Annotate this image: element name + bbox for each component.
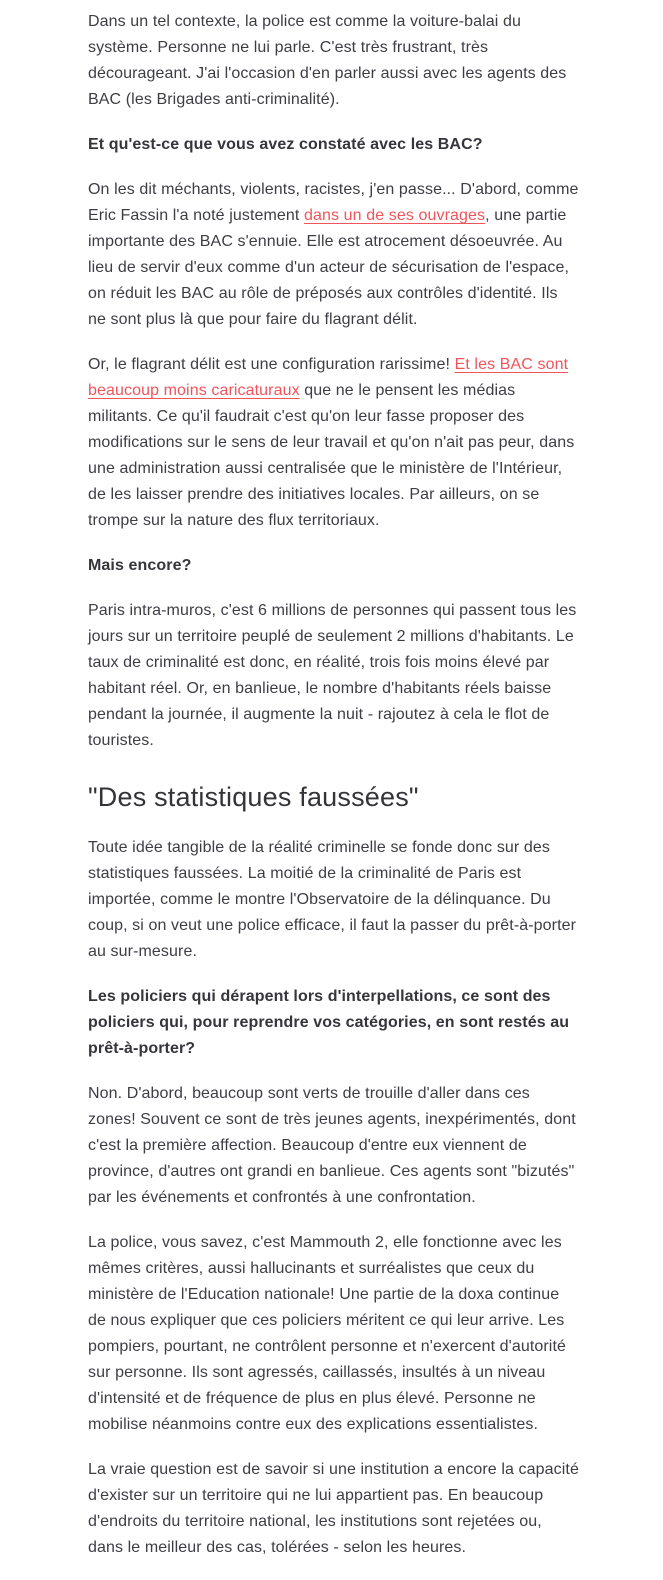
interview-question: Les policiers qui dérapent lors d'interpellations, ce sont des policiers qui, pour reprendre vos catégories, en sont restés au prêt-à-porter? <box>88 988 570 1057</box>
inline-link[interactable]: dans un de ses ouvrages <box>304 207 486 224</box>
paragraph: Paris intra-muros, c'est 6 millions de personnes qui passent tous les jours sur un territoire peuplé de seulement 2 millions d'habitants. Le taux de criminalité est donc, en réalité, trois fois moins élevé par habitant réel. Or, en banlieue, le nombre d'habitants réels baisse pendant la journée, il augmente la nuit - rajoutez à cela le flot de touristes. <box>88 602 577 749</box>
section-heading: "Des statistiques faussées" <box>88 782 419 812</box>
inline-link[interactable]: Et les BAC sont beaucoup moins caricaturaux <box>88 356 569 399</box>
interview-question: Et qu'est-ce que vous avez constaté avec les BAC? <box>88 136 483 153</box>
paragraph: La police, vous savez, c'est Mammouth 2, elle fonctionne avec les mêmes critères, aussi hallucinants et surréalistes que ceux du ministère de l'Education nationale! Une partie de la doxa continue de nous expliquer que ces policiers méritent ce qui leur arrive. Les pompiers, pourtant, ne contrôlent personne et n'exercent d'autorité sur personne. Ils sont agressés, caillassés, insultés à un niveau d'intensité et de fréquence de plus en plus élevé. Personne ne mobilise néanmoins contre eux des explications essentialistes. <box>88 1234 566 1433</box>
paragraph: On les dit méchants, violents, racistes, j'en passe... D'abord, comme Eric Fassin l'a noté justement dans un de ses ouvrages, une partie importante des BAC s'ennuie. Elle est atrocement désoeuvrée. Au lieu de servir d'eux comme d'un acteur de sécurisation de l'espace, on réduit les BAC au rôle de préposés aux contrôles d'identité. Ils ne sont plus là que pour faire du flagrant délit. <box>88 181 579 328</box>
interview-question: Mais encore? <box>88 557 192 574</box>
paragraph: Dans un tel contexte, la police est comme la voiture-balai du système. Personne ne lui parle. C'est très frustrant, très décourageant. J'ai l'occasion d'en parler aussi avec les agents des BAC (les Brigades anti-criminalité). <box>88 13 567 108</box>
paragraph: Non. D'abord, beaucoup sont verts de trouille d'aller dans ces zones! Souvent ce sont de très jeunes agents, inexpérimentés, dont c'est la première affection. Beaucoup d'entre eux viennent de province, d'autres ont grandi en banlieue. Ces agents sont "bizutés" par les événements et confrontés à une confrontation. <box>88 1085 576 1206</box>
paragraph: La vraie question est de savoir si une institution a encore la capacité d'exister sur un territoire qui ne lui appartient pas. En beaucoup d'endroits du territoire national, les institutions sont rejetées ou, dans le meilleur des cas, tolérées - selon les heures. <box>88 1461 579 1556</box>
paragraph: Toute idée tangible de la réalité criminelle se fonde donc sur des statistiques faussées. La moitié de la criminalité de Paris est importée, comme le montre l'Observatoire de la délinquance. Du coup, si on veut une police efficace, il faut la passer du prêt-à-porter au sur-mesure. <box>88 839 577 960</box>
article-body <box>88 0 580 1561</box>
paragraph: Or, le flagrant délit est une configuration rarissime! Et les BAC sont beaucoup moins caricaturaux que ne le pensent les médias militants. Ce qu'il faudrait c'est qu'on leur fasse proposer des modifications sur le sens de leur travail et qu'on n'ait pas peur, dans une administration aussi centralisée que le ministère de l'Intérieur, de les laisser prendre des initiatives locales. Par ailleurs, on se trompe sur la nature des flux territoriaux. <box>88 356 575 529</box>
